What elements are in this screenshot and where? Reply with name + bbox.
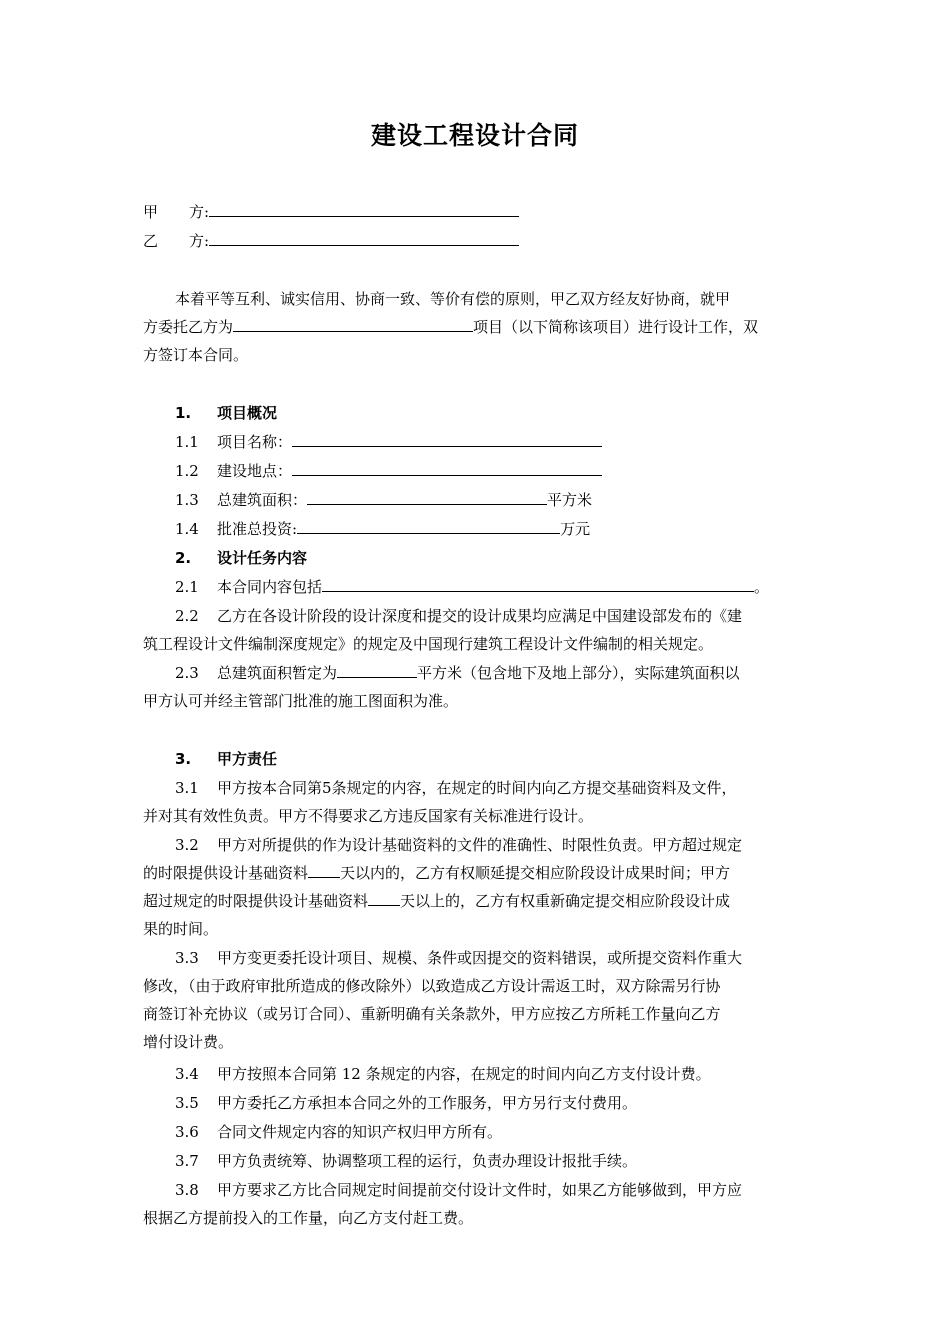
- clause-number: 3.4: [175, 1065, 199, 1083]
- days-over-field[interactable]: [368, 891, 400, 906]
- clause-2-1: [175, 577, 769, 597]
- total-area-field[interactable]: [307, 490, 547, 505]
- clause-3-1-line-2: 并对其有效性负责。甲方不得要求乙方违反国家有关标准进行设计。: [143, 807, 594, 825]
- investment-unit: 万元: [560, 520, 591, 538]
- clause-3-3-line-1: [175, 948, 742, 968]
- clause-number: 3.5: [175, 1094, 199, 1112]
- item-number: 1.3: [175, 491, 199, 509]
- clause-3-8-line-1: [175, 1180, 742, 1200]
- clause-number: 2.1: [175, 578, 199, 596]
- clause-3-2-line-3: [143, 891, 730, 911]
- area-unit: 平方米: [547, 491, 593, 509]
- document-title: 建设工程设计合同: [370, 121, 579, 150]
- clause-3-3-line-2: 修改，（由于政府审批所造成的修改除外）以致造成乙方设计需返工时，双方除需另行协: [143, 977, 721, 995]
- item-1-4: [175, 519, 590, 539]
- clause-3-3-line-3: 商签订补充协议（或另订合同）、重新明确有关条款外，甲方应按乙方所耗工作量向乙方: [143, 1005, 721, 1023]
- days-within-field[interactable]: [308, 863, 340, 878]
- clause-text: 甲方按本合同第5条规定的内容，在规定的时间内向乙方提交基础资料及文件，: [217, 779, 737, 797]
- clause-3-4: [175, 1064, 711, 1084]
- clause-text: 甲方按照本合同第 12 条规定的内容，在规定的时间内向乙方支付设计费。: [217, 1065, 711, 1083]
- item-label: 建设地点：: [217, 462, 293, 480]
- clause-3-2-line-1: [175, 835, 742, 855]
- clause-number: 3.8: [175, 1181, 199, 1199]
- intro-line-3: 方签订本合同。: [143, 346, 249, 364]
- item-label: 项目名称：: [217, 433, 293, 451]
- section-1-heading: [175, 403, 277, 423]
- item-label: 总建筑面积：: [217, 491, 308, 509]
- site-location-field[interactable]: [292, 461, 602, 476]
- section-3-title: 甲方责任: [217, 750, 278, 768]
- party-a-label: 方:: [189, 203, 210, 221]
- clause-number: 3.2: [175, 836, 199, 854]
- clause-text-b: 天以内的，乙方有权顺延提交相应阶段设计成果时间；甲方: [340, 864, 731, 882]
- item-number: 1.2: [175, 462, 199, 480]
- clause-text: 甲方负责统筹、协调整项工程的运行，负责办理设计报批手续。: [217, 1152, 638, 1170]
- item-1-2: [175, 461, 602, 481]
- clause-text: 甲方变更委托设计项目、规模、条件或因提交的资料错误，或所提交资料作重大: [217, 949, 743, 967]
- party-b-char: 乙: [143, 232, 159, 250]
- clause-text: 甲方对所提供的作为设计基础资料的文件的准确性、时限性负责。甲方超过规定: [217, 836, 743, 854]
- contract-scope-field[interactable]: [322, 577, 754, 592]
- clause-number: 3.1: [175, 779, 199, 797]
- clause-3-8-line-2: 根据乙方提前投入的工作量，向乙方支付赶工费。: [143, 1209, 474, 1227]
- clause-end: 。: [754, 578, 770, 596]
- intro-text-b: 项目（以下简称该项目）进行设计工作，双: [473, 318, 759, 336]
- project-name-field[interactable]: [292, 432, 602, 447]
- intro-text-a: 方委托乙方为: [143, 318, 234, 336]
- section-3-heading: [175, 749, 277, 769]
- item-number: 1.1: [175, 433, 199, 451]
- party-b-label: 方:: [189, 232, 210, 250]
- clause-2-2-line-2: 筑工程设计文件编制深度规定》的规定及中国现行建筑工程设计文件编制的相关规定。: [143, 635, 714, 653]
- clause-text-b: 平方米（包含地下及地上部分），实际建筑面积以: [417, 664, 740, 682]
- provisional-area-field[interactable]: [337, 663, 417, 678]
- clause-text: 乙方在各设计阶段的设计深度和提交的设计成果均应满足中国建设部发布的《建: [217, 607, 743, 625]
- party-b-blank[interactable]: [209, 231, 519, 246]
- total-investment-field[interactable]: [297, 519, 560, 534]
- clause-number: 2.3: [175, 664, 199, 682]
- clause-3-2-line-4: 果的时间。: [143, 920, 219, 938]
- clause-3-1-line-1: [175, 778, 737, 798]
- section-1-title: 项目概况: [217, 404, 278, 422]
- section-1-number: 1.: [175, 404, 192, 422]
- clause-text: 本合同内容包括: [217, 578, 323, 596]
- clause-3-6: [175, 1122, 502, 1142]
- intro-line-1: 本着平等互利、诚实信用、协商一致、等价有偿的原则，甲乙双方经友好协商，就甲: [175, 290, 731, 308]
- party-a-line: [143, 202, 519, 222]
- clause-2-3-line-2: 甲方认可并经主管部门批准的施工图面积为准。: [143, 692, 459, 710]
- section-3-number: 3.: [175, 750, 192, 768]
- party-a-char: 甲: [143, 203, 159, 221]
- clause-3-7: [175, 1151, 637, 1171]
- clause-text: 甲方委托乙方承担本合同之外的工作服务，甲方另行支付费用。: [217, 1094, 638, 1112]
- clause-number: 3.6: [175, 1123, 199, 1141]
- party-b-line: [143, 231, 519, 251]
- clause-2-2-line-1: [175, 606, 742, 626]
- clause-2-3-line-1: [175, 663, 740, 683]
- clause-text: 合同文件规定内容的知识产权归甲方所有。: [217, 1123, 503, 1141]
- party-a-blank[interactable]: [209, 202, 519, 217]
- clause-text-a: 超过规定的时限提供设计基础资料: [143, 892, 369, 910]
- clause-text: 甲方要求乙方比合同规定时间提前交付设计文件时，如果乙方能够做到，甲方应: [217, 1181, 743, 1199]
- item-1-3: [175, 490, 592, 510]
- section-2-number: 2.: [175, 549, 192, 567]
- clause-text-b: 天以上的，乙方有权重新确定提交相应阶段设计成: [400, 892, 731, 910]
- item-label: 批准总投资:: [217, 520, 298, 538]
- clause-3-3-line-4: 增付设计费。: [143, 1033, 234, 1051]
- section-2-heading: [175, 548, 307, 568]
- clause-text-a: 总建筑面积暂定为: [217, 664, 338, 682]
- section-2-title: 设计任务内容: [217, 549, 308, 567]
- item-number: 1.4: [175, 520, 199, 538]
- clause-text-a: 的时限提供设计基础资料: [143, 864, 309, 882]
- clause-3-2-line-2: [143, 863, 730, 883]
- clause-number: 2.2: [175, 607, 199, 625]
- intro-line-2: [143, 317, 758, 337]
- project-name-blank[interactable]: [233, 317, 473, 332]
- item-1-1: [175, 432, 602, 452]
- clause-number: 3.7: [175, 1152, 199, 1170]
- clause-3-5: [175, 1093, 637, 1113]
- clause-number: 3.3: [175, 949, 199, 967]
